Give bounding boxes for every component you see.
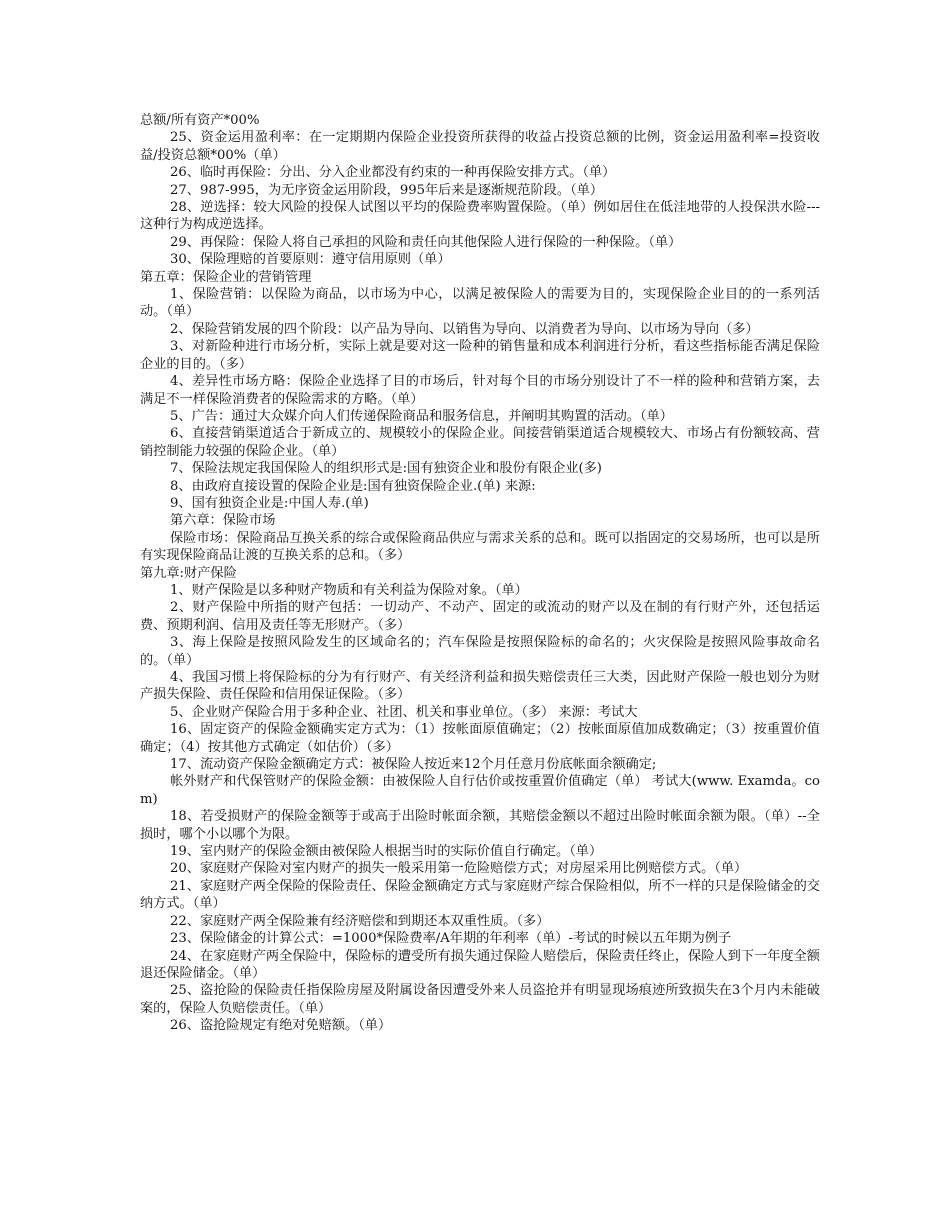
paragraph: 16、固定资产的保险金额确实定方式为：（1）按帐面原值确定；（2）按帐面原值加成数确定；（3）按重置价值确定；（4）按其他方式确定（如估价）（多） xyxy=(140,722,820,755)
chapter-heading: 第五章：保险企业的营销管理 xyxy=(140,269,312,285)
paragraph: 24、在家庭财产两全保险中，保险标的遭受所有损失通过保险人赔偿后，保险责任终止，保险人到下一年度全额退还保险储金。（单） xyxy=(140,948,820,981)
paragraph: 帐外财产和代保管财产的保险金额：由被保险人自行估价或按重置价值确定（单） 考试大(www. Examda。com) xyxy=(140,774,820,807)
paragraph: 8、由政府直接设置的保险企业是:国有独资保险企业.(单) 来源: xyxy=(170,478,536,494)
paragraph: 30、保险理赔的首要原则：遵守信用原则（单） xyxy=(170,252,451,268)
paragraph: 17、流动资产保险金额确定方式：被保险人按近来12个月任意月份底帐面余额确定; xyxy=(170,757,657,773)
paragraph: 2、财产保险中所指的财产包括：一切动产、不动产、固定的或流动的财产以及在制的有行财产外，还包括运费、预期利润、信用及责任等无形财产。（多） xyxy=(140,600,820,633)
paragraph: 18、若受损财产的保险金额等于或高于出险时帐面余额，其赔偿金额以不超过出险时帐面余额为限。（单）--全损时，哪个小以哪个为限。 xyxy=(140,809,820,842)
paragraph: 5、企业财产保险合用于多种企业、社团、机关和事业单位。（多） 来源：考试大 xyxy=(170,704,638,720)
paragraph: 25、资金运用盈利率：在一定期期内保险企业投资所获得的收益占投资总额的比例，资金运用盈利率=投资收益/投资总额*00%（单） xyxy=(140,130,820,163)
paragraph: 4、差异性市场方略：保险企业选择了目的市场后，针对每个目的市场分别设计了不一样的险种和营销方案，去满足不一样保险消费者的保险需求的方略。（单） xyxy=(140,374,820,407)
paragraph: 保险市场：保险商品互换关系的综合或保险商品供应与需求关系的总和。既可以指固定的交易场所，也可以是所有实现保险商品让渡的互换关系的总和。（多） xyxy=(140,530,820,564)
paragraph: 26、盗抢险规定有绝对免赔额。（单） xyxy=(170,1018,392,1034)
paragraph: 4、我国习惯上将保险标的分为有行财产、有关经济利益和损失赔偿责任三大类，因此财产保险一般也划分为财产损失保险、责任保险和信用保证保险。（多） xyxy=(140,670,820,703)
paragraph: 23、保险储金的计算公式：=1000*保险费率/A年期的年利率（单）-考试的时候以五年期为例子 xyxy=(170,931,732,947)
paragraph: 1、财产保险是以多种财产物质和有关利益为保险对象。（单） xyxy=(170,582,528,598)
paragraph: 1、保险营销：以保险为商品，以市场为中心，以满足被保险人的需要为目的，实现保险企业目的的一系列活动。（单） xyxy=(140,287,820,320)
paragraph: 22、家庭财产两全保险兼有经济赔偿和到期还本双重性质。（多） xyxy=(170,913,550,929)
paragraph: 3、对新险种进行市场分析，实际上就是要对这一险种的销售量和成本利润进行分析，看这些指标能否满足保险企业的目的。（多） xyxy=(140,339,820,372)
paragraph: 26、临时再保险：分出、分入企业都没有约束的一种再保险安排方式。（单） xyxy=(170,165,616,181)
paragraph: 2、保险营销发展的四个阶段：以产品为导向、以销售为导向、以消费者为导向、以市场为导向（多） xyxy=(170,321,759,337)
paragraph: 29、再保险：保险人将自己承担的风险和责任向其他保险人进行保险的一种保险。（单） xyxy=(170,234,682,250)
paragraph: 总额/所有资产*00% xyxy=(140,113,260,128)
paragraph: 27、987-995，为无序资金运用阶段，995年后来是逐渐规范阶段。（单） xyxy=(170,182,604,198)
paragraph: 25、盗抢险的保险责任指保险房屋及附属设备因遭受外来人员盗抢并有明显现场痕迹所致损失在3个月内未能破案的，保险人负赔偿责任。（单） xyxy=(140,983,820,1016)
paragraph: 21、家庭财产两全保险的保险责任、保险金额确定方式与家庭财产综合保险相似，所不一样的只是保险储金的交纳方式。（单） xyxy=(140,878,820,912)
chapter-heading: 第九章:财产保险 xyxy=(140,565,237,581)
document-page xyxy=(140,112,820,1035)
paragraph: 28、逆选择：较大风险的投保人试图以平均的保险费率购置保险。（单）例如居住在低洼地带的人投保洪水险---这种行为构成逆选择。 xyxy=(140,200,820,233)
paragraph: 19、室内财产的保险金额由被保险人根据当时的实际价值自行确定。（单） xyxy=(170,844,603,860)
paragraph: 9、国有独资企业是:中国人寿.(单) xyxy=(170,495,369,511)
paragraph: 20、家庭财产保险对室内财产的损失一般采用第一危险赔偿方式；对房屋采用比例赔偿方式。（单） xyxy=(170,861,748,877)
paragraph: 5、广告：通过大众媒介向人们传递保险商品和服务信息，并阐明其购置的活动。（单） xyxy=(170,408,673,424)
paragraph: 7、保险法规定我国保险人的组织形式是:国有独资企业和股份有限企业(多) xyxy=(170,461,602,477)
paragraph: 3、海上保险是按照风险发生的区域命名的；汽车保险是按照保险标的命名的；火灾保险是按照风险事故命名的。（单） xyxy=(140,635,820,668)
chapter-heading: 第六章：保险市场 xyxy=(170,513,276,529)
paragraph: 6、直接营销渠道适合于新成立的、规模较小的保险企业。间接营销渠道适合规模较大、市场占有份额较高、营销控制能力较强的保险企业。（单） xyxy=(140,426,820,459)
